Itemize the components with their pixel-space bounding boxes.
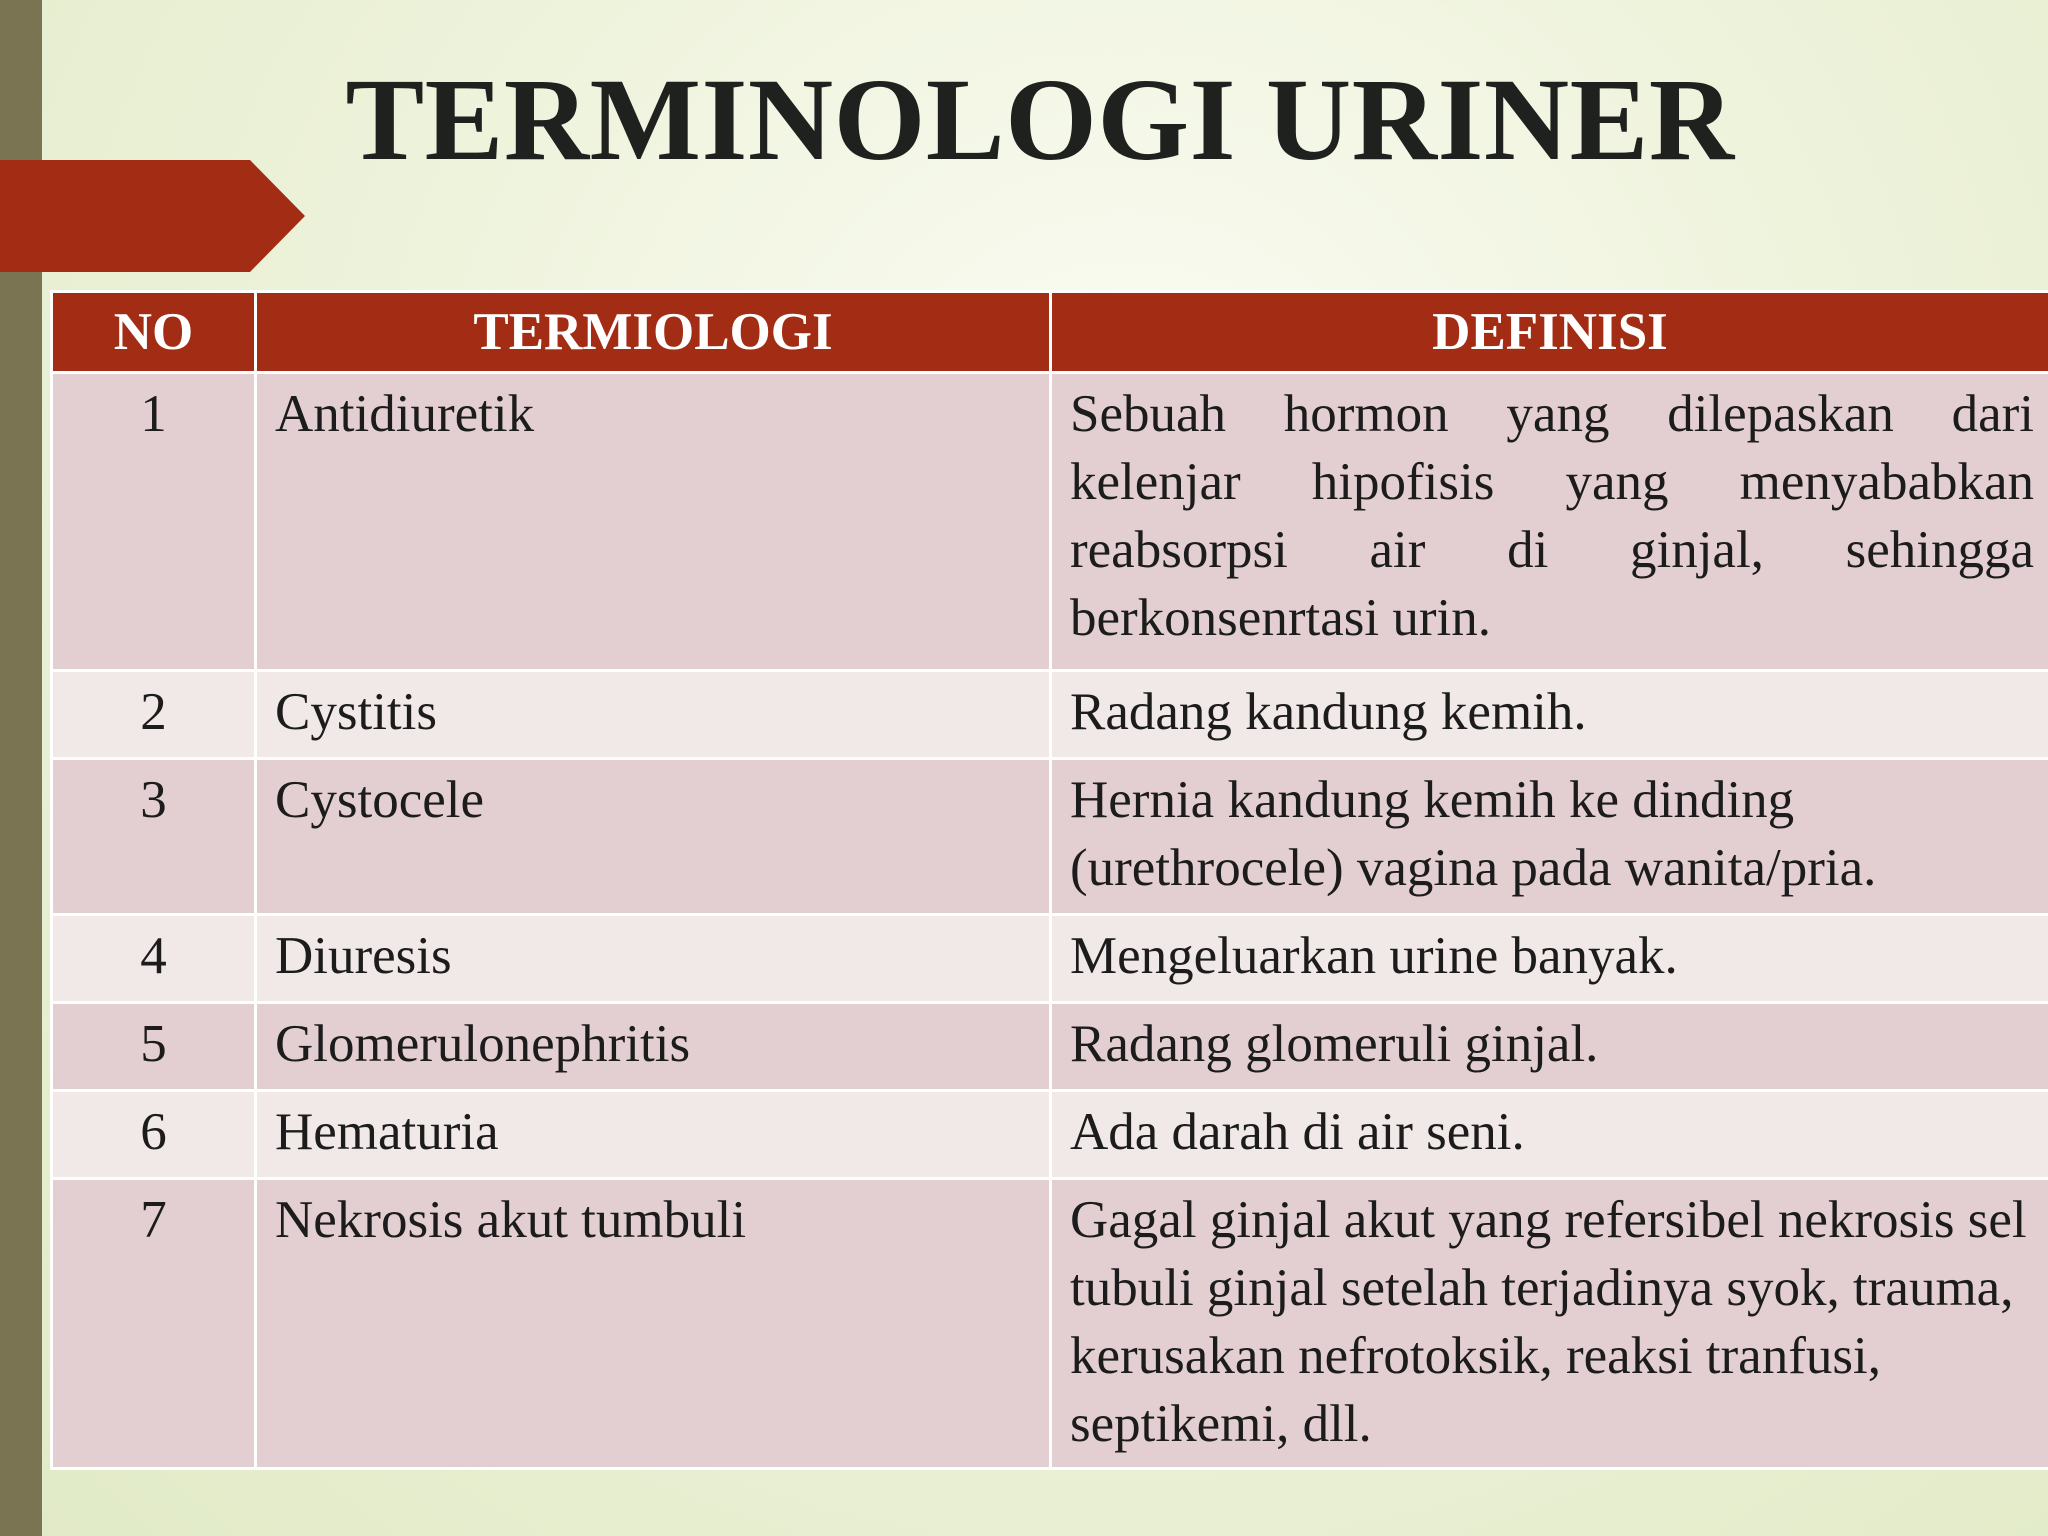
row-number: 3 [52, 759, 256, 915]
table-row [52, 671, 2048, 759]
table-row [52, 1179, 2048, 1469]
table-row [52, 915, 2048, 1003]
row-term: Nekrosis akut tumbuli [256, 1179, 1051, 1469]
table-row [52, 373, 2048, 671]
table-row [52, 1003, 2048, 1091]
row-number: 2 [52, 671, 256, 759]
row-term: Cystitis [256, 671, 1051, 759]
row-definition: Radang kandung kemih. [1051, 671, 2048, 759]
row-number: 6 [52, 1091, 256, 1179]
row-definition: Gagal ginjal akut yang refersibel nekrosis sel tubuli ginjal setelah terjadinya syok, trauma, kerusakan nefrotoksik, reaksi tranfusi, septikemi, dll. [1051, 1179, 2048, 1469]
row-term: Antidiuretik [256, 373, 1051, 671]
row-term: Hematuria [256, 1091, 1051, 1179]
table-row [52, 1091, 2048, 1179]
row-term: Glomerulonephritis [256, 1003, 1051, 1091]
row-definition: Sebuah hormon yang dilepaskan dari kelenjar hipofisis yang menyababkan reabsorpsi air di ginjal, sehingga berkonsenrtasi urin. [1051, 373, 2048, 671]
row-definition: Radang glomeruli ginjal. [1051, 1003, 2048, 1091]
table-header-row [52, 292, 2048, 373]
header-no: NO [52, 292, 256, 373]
header-definition: DEFINISI [1051, 292, 2048, 373]
row-number: 1 [52, 373, 256, 671]
row-definition: Hernia kandung kemih ke dinding (urethrocele) vagina pada wanita/pria. [1051, 759, 2048, 915]
header-terminology: TERMIOLOGI [256, 292, 1051, 373]
table-row [52, 759, 2048, 915]
row-number: 4 [52, 915, 256, 1003]
row-term: Diuresis [256, 915, 1051, 1003]
row-term: Cystocele [256, 759, 1051, 915]
row-number: 7 [52, 1179, 256, 1469]
arrow-tab-decoration [0, 160, 305, 272]
row-definition: Mengeluarkan urine banyak. [1051, 915, 2048, 1003]
terminology-table [50, 290, 2048, 1470]
row-definition: Ada darah di air seni. [1051, 1091, 2048, 1179]
row-number: 5 [52, 1003, 256, 1091]
slide-title: TERMINOLOGI URINER [345, 54, 1735, 185]
